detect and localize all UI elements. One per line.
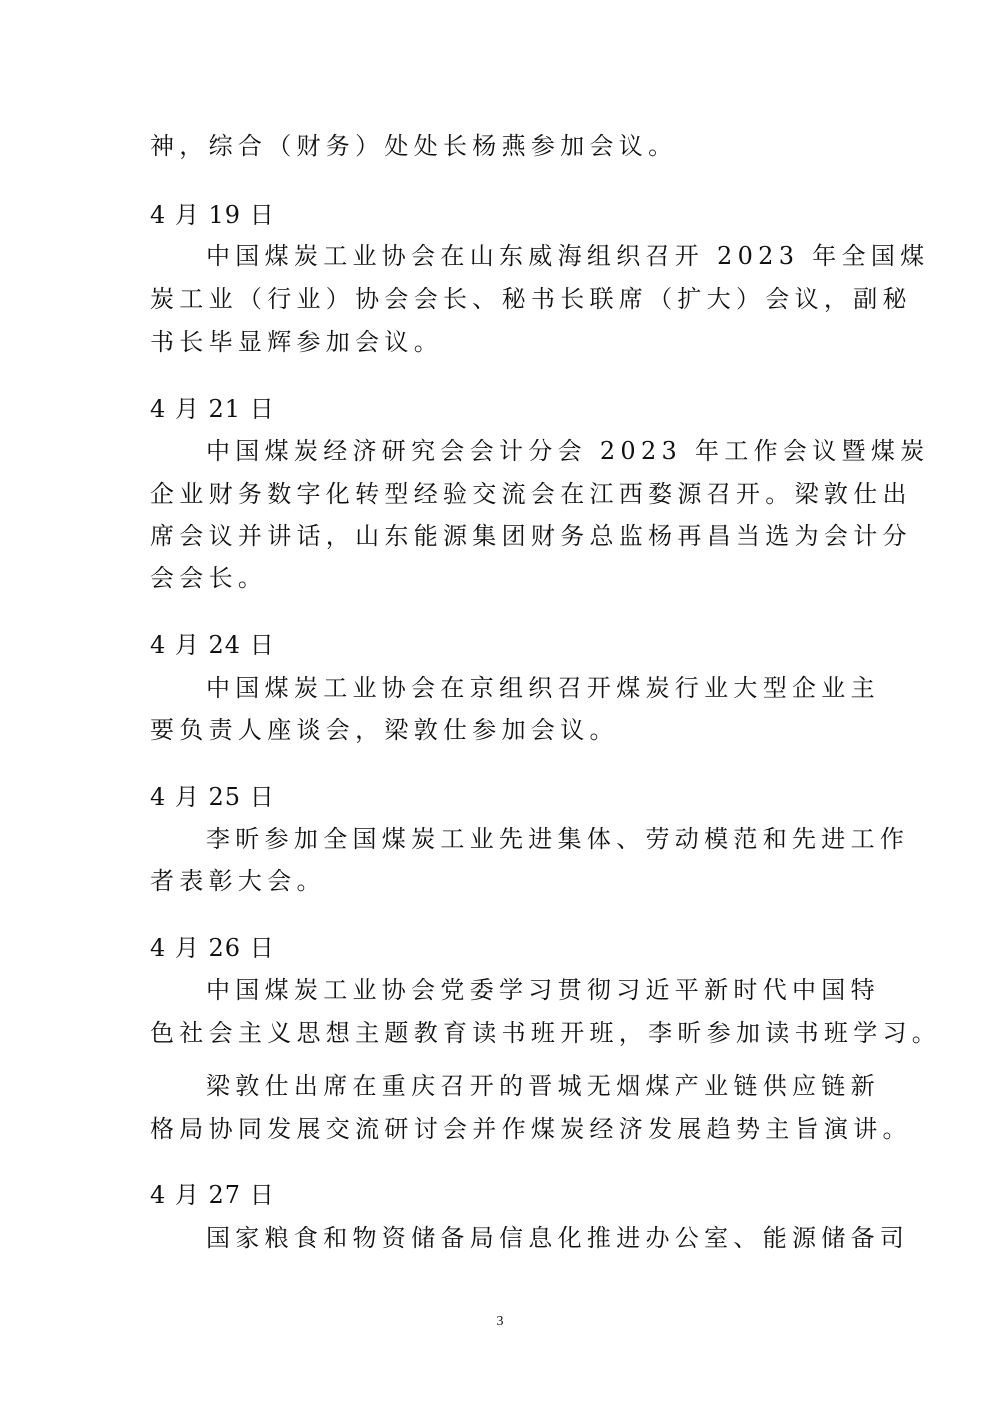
- paragraph-line: 企业财务数字化转型经验交流会在江西婺源召开。梁敦仕出: [150, 480, 912, 508]
- date-heading-apr-24: 4 月 24 日: [150, 631, 275, 659]
- paragraph-continuation-line: 神，综合（财务）处处长杨燕参加会议。: [150, 132, 678, 160]
- paragraph-line: 中国煤炭经济研究会会计分会 2023 年工作会议暨煤炭: [206, 437, 930, 465]
- paragraph-line: 格局协同发展交流研讨会并作煤炭经济发展趋势主旨演讲。: [150, 1115, 912, 1143]
- paragraph-line: 中国煤炭工业协会在山东威海组织召开 2023 年全国煤: [206, 242, 930, 270]
- date-heading-apr-19: 4 月 19 日: [150, 201, 275, 229]
- paragraph-line: 者表彰大会。: [150, 867, 326, 895]
- date-heading-apr-21: 4 月 21 日: [150, 395, 275, 423]
- paragraph-line: 席会议并讲话，山东能源集团财务总监杨再昌当选为会计分: [150, 522, 912, 550]
- paragraph-line: 梁敦仕出席在重庆召开的晋城无烟煤产业链供应链新: [206, 1072, 880, 1100]
- paragraph-line: 炭工业（行业）协会会长、秘书长联席（扩大）会议，副秘: [150, 285, 912, 313]
- paragraph-line: 中国煤炭工业协会党委学习贯彻习近平新时代中国特: [206, 976, 880, 1004]
- date-heading-apr-27: 4 月 27 日: [150, 1181, 275, 1209]
- paragraph-line: 要负责人座谈会，梁敦仕参加会议。: [150, 716, 619, 744]
- date-heading-apr-25: 4 月 25 日: [150, 783, 275, 811]
- paragraph-line: 书长毕显辉参加会议。: [150, 328, 443, 356]
- paragraph-line: 会会长。: [150, 564, 268, 592]
- paragraph-line: 李昕参加全国煤炭工业先进集体、劳动模范和先进工作: [206, 825, 910, 853]
- paragraph-line: 中国煤炭工业协会在京组织召开煤炭行业大型企业主: [206, 674, 880, 702]
- paragraph-line: 国家粮食和物资储备局信息化推进办公室、能源储备司: [206, 1224, 910, 1252]
- date-heading-apr-26: 4 月 26 日: [150, 934, 275, 962]
- paragraph-line: 色社会主义思想主题教育读书班开班，李昕参加读书班学习。: [150, 1019, 942, 1047]
- page-number: 3: [496, 1314, 504, 1329]
